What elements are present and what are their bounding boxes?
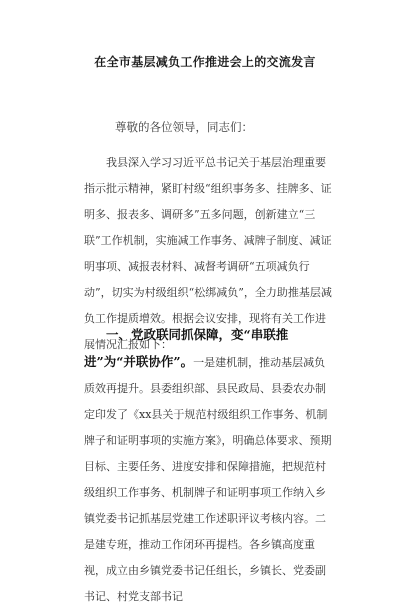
intro-paragraph-text: 我县深入学习习近平总书记关于基层治理重要指示批示精神，紧盯村级“组织事务多、挂牌多、证明多、报表多、调研多”五多问题，创新建立“三联”工作机制，实施减工作事务、减牌子制度、减证明事项、减报表材料、减督考调研“五项减负行动”，切实为村级组织“松绑减负”，全力助推基层减负工作提质增效。根据会议安排，现将有关工作进展情况汇报如下： xyxy=(84,156,332,351)
section-1-body: 一是建机制，推动基层减负质效再提升。县委组织部、县民政局、县委农办制定印发了《xx县关于规范村级组织工作事务、机制牌子和证明事项的实施方案》，明确总体要求、预期目标、主要任务、进度安排和保障措施，把规范村级组织工作事务、机制牌子和证明事项工作纳入乡镇党委书记抓基层党建工作述职评议考核内容。二是建专班，推动工作闭环再提档。各乡镇高度重视，成立由乡镇党委书记任组长，乡镇长、党委副书记、村党支部书记 xyxy=(84,356,332,603)
salutation: 尊敬的各位领导，同志们： xyxy=(115,120,253,134)
section-1-heading: 一、党政联同抓保障，变“串联推进”为“并联协作”。 xyxy=(84,327,289,369)
section-1-paragraph xyxy=(84,322,336,610)
document-title: 在全市基层减负工作推进会上的交流发言 xyxy=(94,55,316,69)
